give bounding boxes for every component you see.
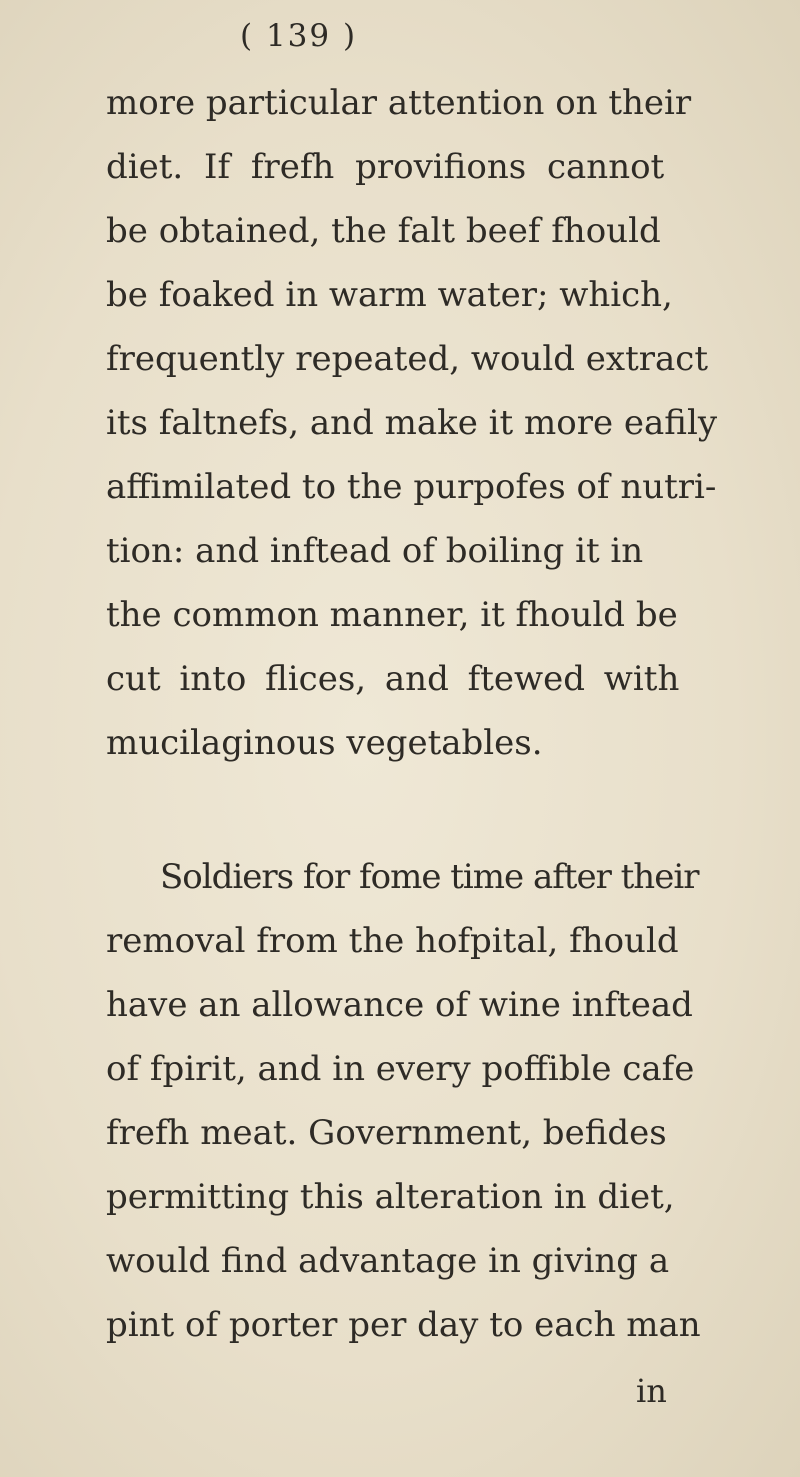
text-line: frefh meat. Government, befides [106,1113,667,1153]
text-line: diet. If frefh provifions cannot [106,147,665,187]
text-line: more particular attention on their [106,83,692,123]
page-number: ( 139 ) [240,18,358,54]
text-line: be obtained, the falt beef fhould [106,211,661,251]
text-line: permitting this alteration in diet, [106,1177,675,1217]
text-line: cut into flices, and ftewed with [106,659,680,699]
text-line: would find advantage in giving a [106,1241,670,1281]
text-line: have an allowance of wine inftead [106,985,693,1025]
text-line: mucilaginous vegetables. [106,723,543,763]
text-line: pint of porter per day to each man [106,1305,701,1345]
text-line: of fpirit, and in every poffible cafe [106,1049,695,1089]
text-line: removal from the hofpital, fhould [106,921,679,961]
text-line: be foaked in warm water; which, [106,275,673,315]
text-line: frequently repeated, would extract [106,339,708,379]
text-line: tion: and inftead of boiling it in [106,531,644,571]
text-line: the common manner, it fhould be [106,595,678,635]
catchword: in [636,1372,667,1410]
text-line: Soldiers for fome time after their [160,857,699,897]
text-line: affimilated to the purpofes of nutri- [106,467,717,507]
text-line: its faltnefs, and make it more eafily [106,403,718,443]
